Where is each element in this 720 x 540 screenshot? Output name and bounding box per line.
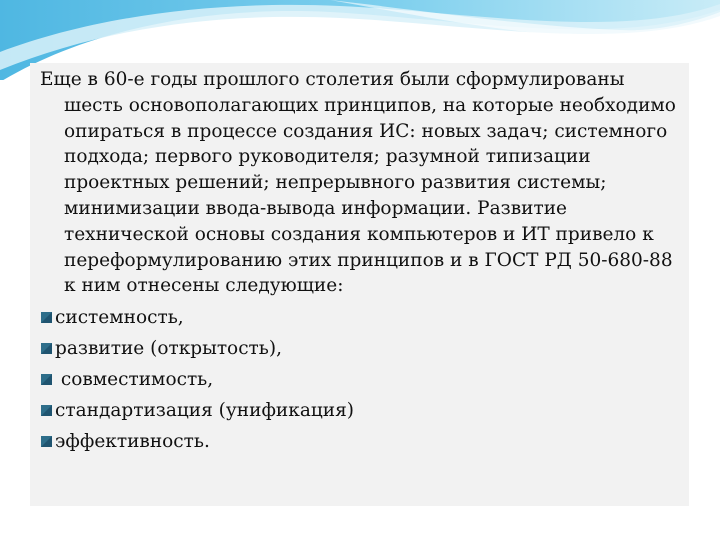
list-item-label: развитие (открытость),: [55, 338, 282, 360]
intro-paragraph: Еще в 60-е годы прошлого столетия были сформулированы шесть основополагающих принципов, на которые необходимо опираться в процессе создания ИС: новых задач; системного подхода; первого руководителя; разумной типизации проектных решений; непрерывного развития системы; минимизации ввода-вывода информации. Развитие технической основы создания компьютеров и ИТ привело к переформулированию этих принципов и в ГОСТ РД 50-680-88 к ним отнесены следующие:: [40, 69, 676, 297]
checkbox-square-bullet-icon: [40, 342, 53, 355]
checkbox-square-bullet-icon: [40, 373, 53, 386]
checkbox-square-bullet-icon: [40, 404, 53, 417]
list-item: [40, 302, 680, 333]
list-item-label: стандартизация (унификация): [55, 400, 354, 422]
checkbox-square-bullet-icon: [40, 311, 53, 324]
checkbox-square-bullet-icon: [40, 435, 53, 448]
list-item: [40, 426, 680, 457]
list-item-label: эффективность.: [55, 431, 210, 453]
list-item-label: совместимость,: [55, 369, 214, 391]
list-item: [40, 333, 680, 364]
slide-content: [40, 67, 680, 457]
list-item: [40, 364, 680, 395]
list-item-label: системность,: [55, 307, 184, 329]
principles-list: [40, 302, 680, 457]
list-item: [40, 395, 680, 426]
